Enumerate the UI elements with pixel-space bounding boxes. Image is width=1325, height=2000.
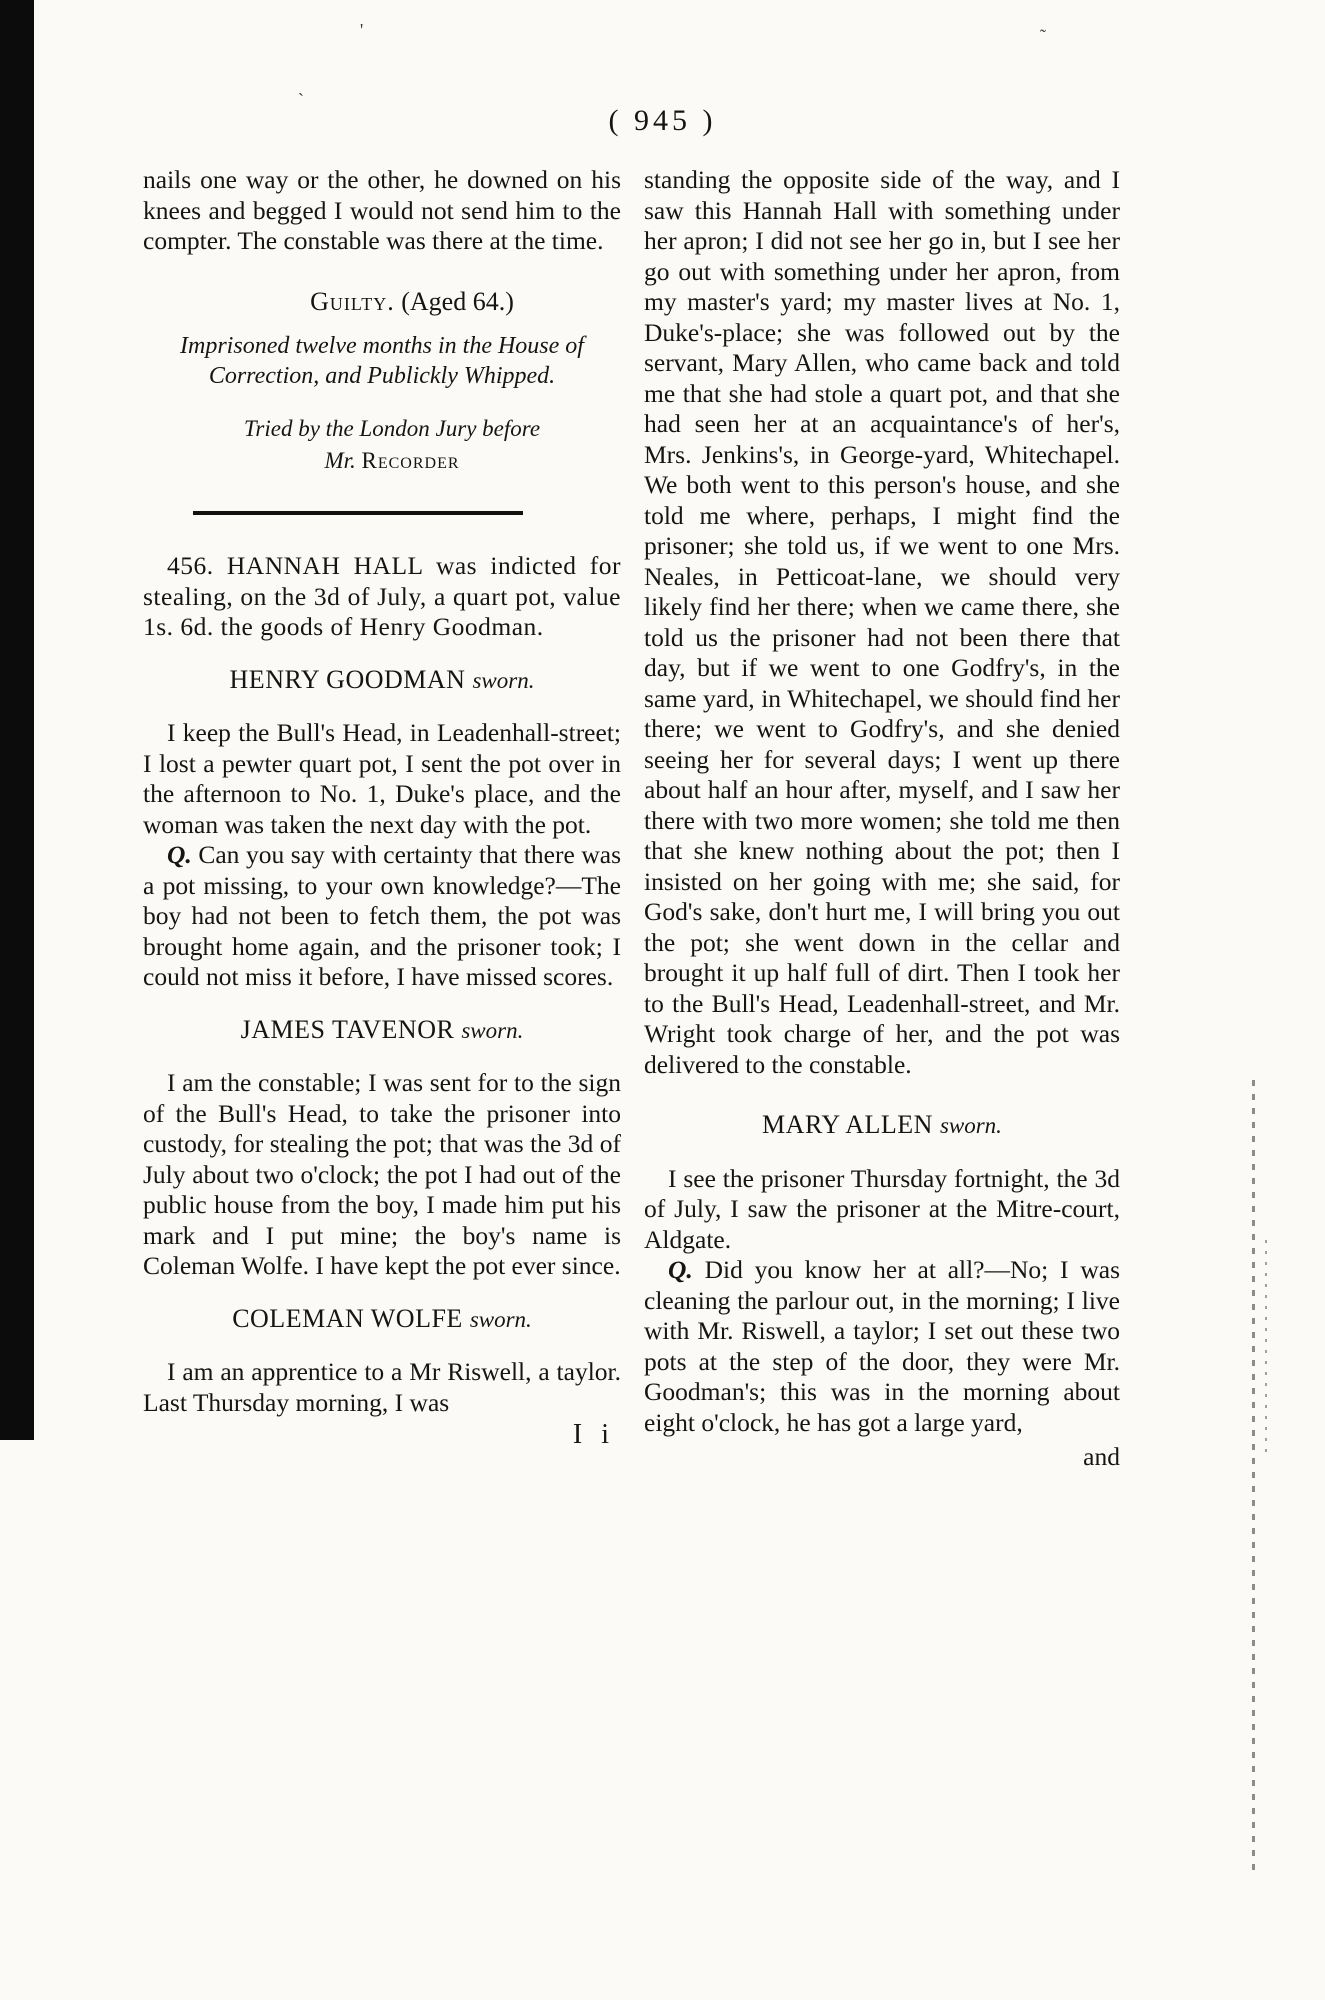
witness-heading	[143, 1304, 621, 1336]
witness-sworn: sworn.	[469, 1306, 532, 1332]
case-indictment: 456. HANNAH HALL was indicted for stealing, on the 3d of July, a quart pot, value 1s. 6d. the goods of Henry Goodman.	[143, 551, 621, 641]
witness-name: MARY ALLEN	[762, 1110, 933, 1139]
witness-sworn: sworn.	[939, 1113, 1002, 1138]
tried-before	[163, 413, 621, 477]
scan-edge-noise	[1265, 1240, 1267, 1460]
testimony-paragraph: I keep the Bull's Head, in Leadenhall-street; I lost a pewter quart pot, I sent the pot over in the afternoon to No. 1, Duke's place, and the woman was taken the next day with the pot.	[143, 718, 621, 839]
tried-line: Tried by the London Jury before	[243, 416, 541, 441]
testimony-paragraph: I am the constable; I was sent for to the sign of the Bull's Head, to take the prisoner into custody, for stealing the pot; that was the 3d of July about two o'clock; the pot I had out of the public house from the boy, I made him put his mark and I put mine; the boy's name is Coleman Wolfe. I have kept the pot ever since.	[143, 1068, 621, 1280]
tried-recorder: Recorder	[361, 448, 460, 473]
catchword: and	[1083, 1442, 1120, 1471]
witness-sworn: sworn.	[461, 1017, 524, 1043]
question-paragraph	[143, 840, 621, 993]
tried-mr: Mr.	[324, 448, 356, 473]
sentence: Imprisoned twelve months in the House of Correction, and Publickly Whipped.	[180, 333, 584, 389]
scan-speck: ˋ	[298, 90, 304, 110]
witness-heading	[143, 1015, 621, 1047]
verdict-age: (Aged 64.)	[401, 286, 514, 316]
scan-gutter-shadow	[0, 0, 34, 1440]
witness-name: COLEMAN WOLFE	[232, 1303, 463, 1333]
scan-edge-noise	[1252, 1080, 1255, 1870]
witness-name: HENRY GOODMAN	[229, 664, 466, 694]
question-text: Can you say with certainty that there was a pot missing, to your own knowledge?—The boy had not been to fetch them, the pot was brought home again, and the prisoner took; I could not miss it before, I have missed scores.	[143, 840, 621, 991]
left-column	[143, 165, 621, 1451]
question-text: Did you know her at all?—No; I was cleaning the parlour out, in the morning; I live with Mr. Riswell, a taylor; I set out these two pots at the step of the door, they were Mr. Goodman's; this was in the morning about eight o'clock, he has got a large yard,	[644, 1255, 1120, 1437]
right-column	[644, 165, 1120, 1473]
question-label: Q.	[668, 1255, 693, 1284]
testimony-paragraph: I am an apprentice to a Mr Riswell, a taylor. Last Thursday morning, I was	[143, 1357, 621, 1417]
question-paragraph	[644, 1255, 1120, 1438]
section-divider	[193, 511, 523, 515]
verdict	[203, 287, 621, 318]
witness-name: JAMES TAVENOR	[240, 1014, 455, 1044]
scan-speck: ˜	[1040, 26, 1046, 46]
testimony-paragraph: I see the prisoner Thursday fortnight, the 3d of July, I saw the prisoner at the Mitre-court, Aldgate.	[644, 1163, 1120, 1254]
scan-speck: '	[360, 20, 364, 40]
witness-sworn: sworn.	[472, 667, 535, 693]
continued-testimony: standing the opposite side of the way, and I saw this Hannah Hall with something under her apron; I did not see her go in, but I see her go out with something under her apron, from my master's yard; my master lives at No. 1, Duke's-place; she was followed out by the servant, Mary Allen, who came back and told me that she had stole a quart pot, and that she had seen her at an acquaintance's of her's, Mrs. Jenkins's, in George-yard, Whitechapel. We both went to this person's house, and she told me where, perhaps, I might find the prisoner; she told us, if we went to one Mrs. Neales, in Petticoat-lane, we should very likely find her there; when we came there, she told us the prisoner had not been there that day, but if we went to one Godfry's, in the same yard, in Whitechapel, we should find her there; we went to Godfry's, and she denied seeing her for several days; I went up there about half an hour after, myself, and I saw her there with two more women; she told me then that she knew nothing about the pot; then I insisted on her going with me; she said, for God's sake, don't hurt me, I will bring you out the pot; she went down in the cellar and brought it up half full of dirt. Then I took her to the Bull's Head, Leadenhall-street, and Mr. Wright took charge of her, and the pot was delivered to the constable.	[644, 165, 1120, 1079]
witness-heading	[644, 1110, 1120, 1142]
verdict-word: Guilty.	[310, 286, 395, 316]
page-number: ( 945 )	[608, 104, 717, 137]
intro-paragraph: nails one way or the other, he downed on his knees and begged I would not send him to the compter. The constable was there at the time.	[143, 165, 621, 255]
question-label: Q.	[167, 840, 192, 869]
witness-heading	[143, 665, 621, 697]
signature-mark: I i	[572, 1419, 615, 1450]
